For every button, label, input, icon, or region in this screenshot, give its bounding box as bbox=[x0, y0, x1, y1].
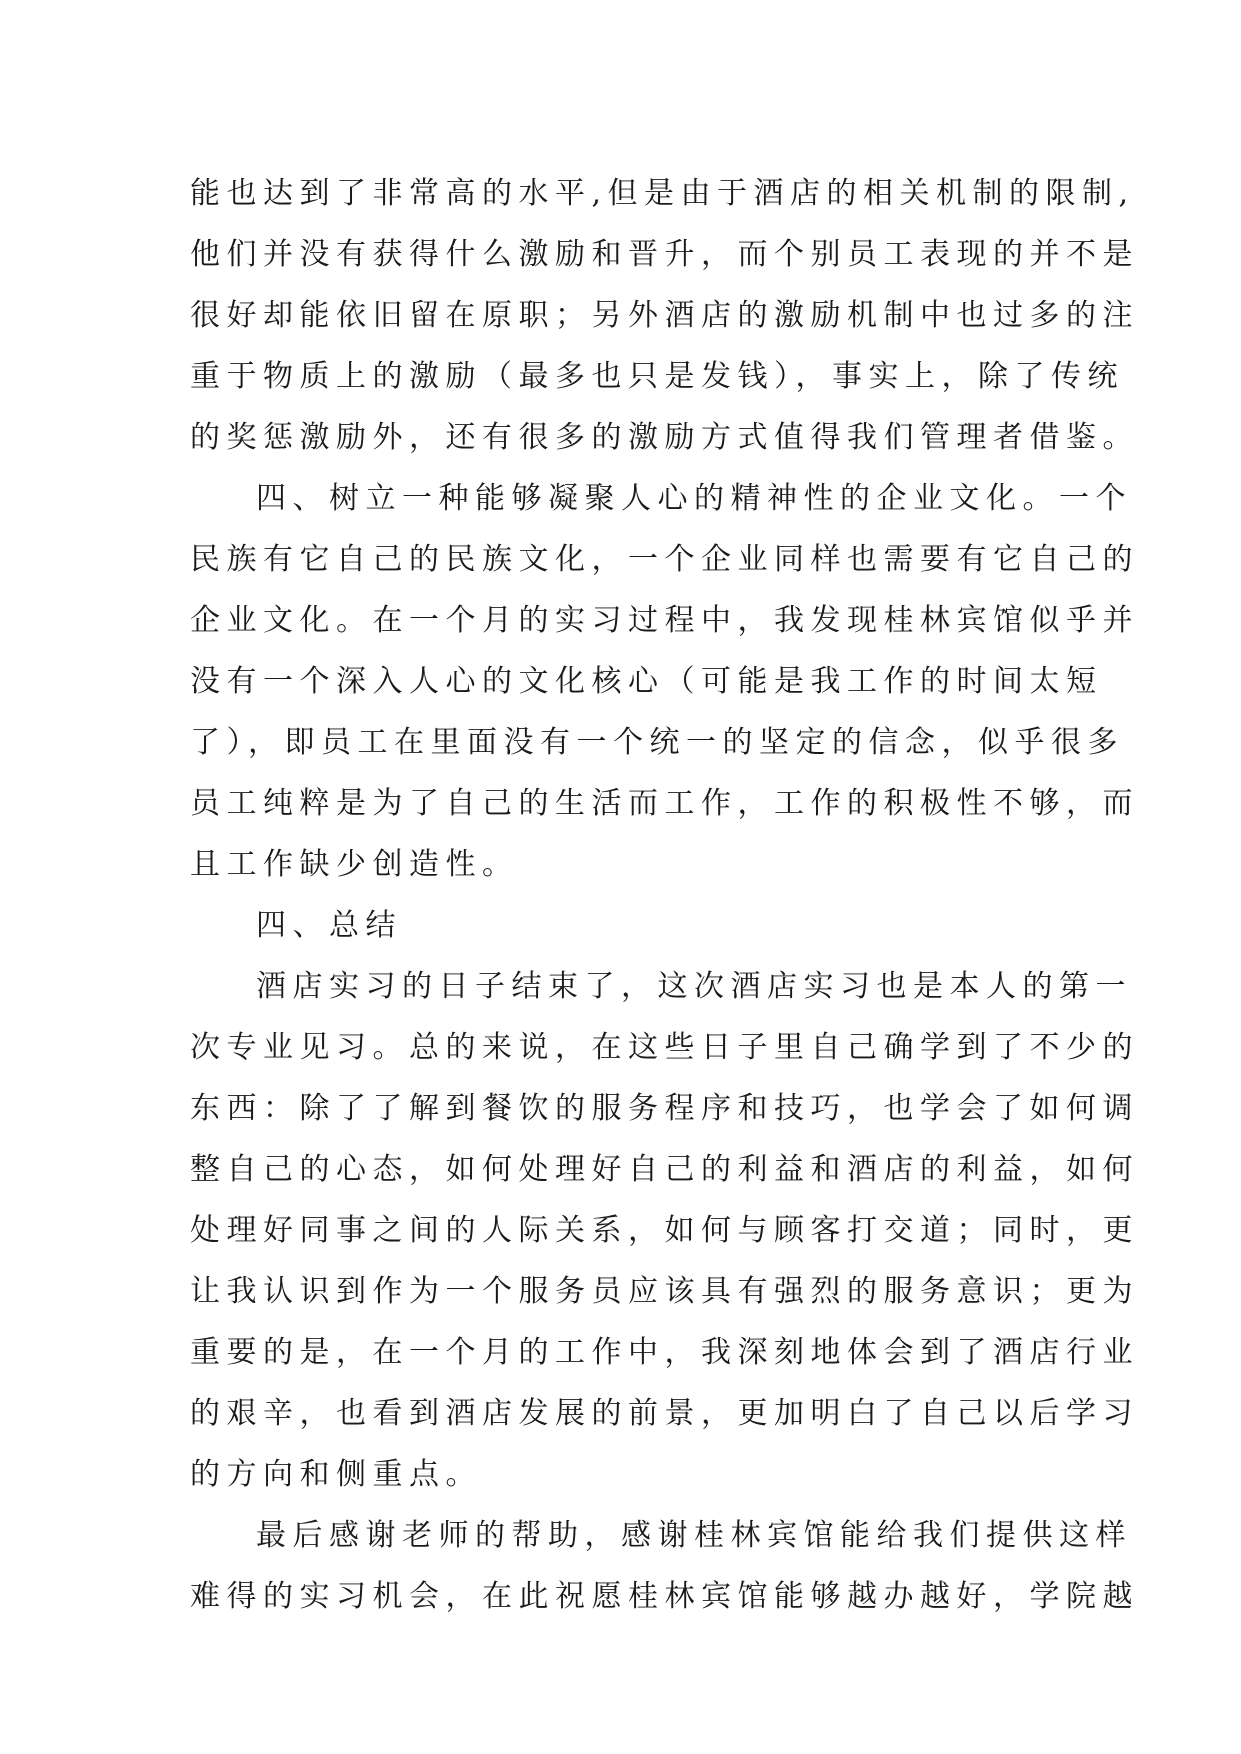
document-body bbox=[190, 163, 1139, 1627]
text-line: 次专业见习。总的来说，在这些日子里自己确学到了不少的 bbox=[190, 1030, 1139, 1065]
text-line: 且工作缺少创造性。 bbox=[190, 847, 519, 882]
paragraph-start-line: 最后感谢老师的帮助，感谢桂林宾馆能给我们提供这样 bbox=[256, 1518, 1132, 1553]
text-line: 他们并没有获得什么激励和晋升，而个别员工表现的并不是 bbox=[190, 237, 1139, 272]
text-line: 很好却能依旧留在原职；另外酒店的激励机制中也过多的注 bbox=[190, 298, 1139, 333]
text-line: 能也达到了非常高的水平,但是由于酒店的相关机制的限制, bbox=[190, 176, 1135, 211]
text-line: 员工纯粹是为了自己的生活而工作，工作的积极性不够，而 bbox=[190, 786, 1139, 821]
section-heading: 四、总结 bbox=[256, 908, 402, 943]
text-line: 重于物质上的激励（最多也只是发钱），事实上，除了传统 bbox=[190, 359, 1124, 394]
text-line: 民族有它自己的民族文化，一个企业同样也需要有它自己的 bbox=[190, 542, 1139, 577]
text-line: 整自己的心态，如何处理好自己的利益和酒店的利益，如何 bbox=[190, 1152, 1139, 1187]
paragraph-start-line: 酒店实习的日子结束了，这次酒店实习也是本人的第一 bbox=[256, 969, 1132, 1004]
text-line: 处理好同事之间的人际关系，如何与顾客打交道；同时，更 bbox=[190, 1213, 1139, 1248]
text-line: 的艰辛，也看到酒店发展的前景，更加明白了自己以后学习 bbox=[190, 1396, 1139, 1431]
text-line: 没有一个深入人心的文化核心（可能是我工作的时间太短 bbox=[190, 664, 1103, 699]
paragraph-start-line: 四、树立一种能够凝聚人心的精神性的企业文化。一个 bbox=[256, 481, 1132, 516]
text-line: 了），即员工在里面没有一个统一的坚定的信念，似乎很多 bbox=[190, 725, 1124, 760]
text-line: 难得的实习机会，在此祝愿桂林宾馆能够越办越好，学院越 bbox=[190, 1579, 1139, 1614]
text-line: 企业文化。在一个月的实习过程中，我发现桂林宾馆似乎并 bbox=[190, 603, 1139, 638]
text-line: 重要的是，在一个月的工作中，我深刻地体会到了酒店行业 bbox=[190, 1335, 1139, 1370]
text-line: 东西：除了了解到餐饮的服务程序和技巧，也学会了如何调 bbox=[190, 1091, 1139, 1126]
text-line: 让我认识到作为一个服务员应该具有强烈的服务意识；更为 bbox=[190, 1274, 1139, 1309]
text-line: 的奖惩激励外，还有很多的激励方式值得我们管理者借鉴。 bbox=[190, 420, 1139, 455]
text-line: 的方向和侧重点。 bbox=[190, 1457, 482, 1492]
